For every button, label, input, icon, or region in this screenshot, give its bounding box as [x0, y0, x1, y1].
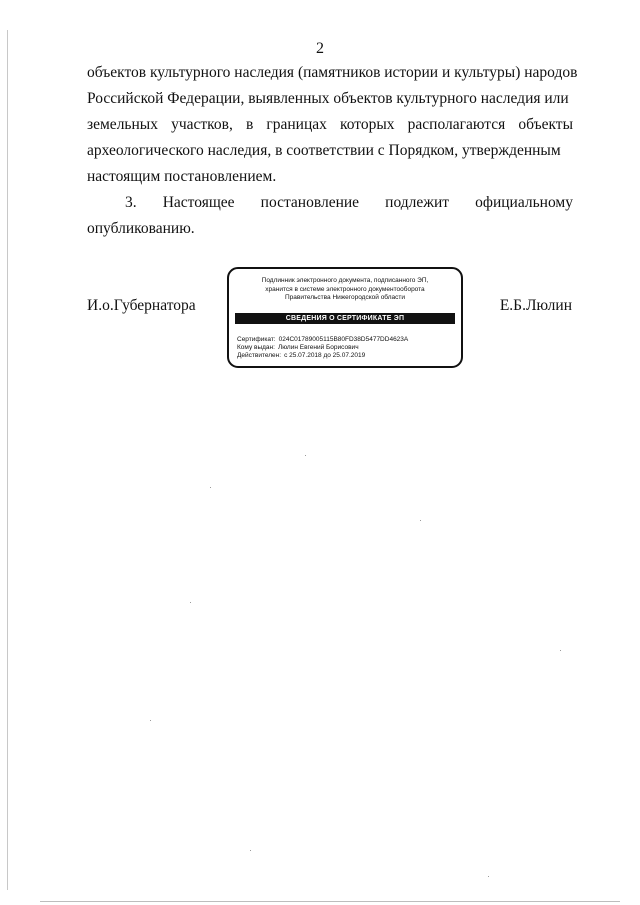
paragraph-continuation	[87, 60, 578, 190]
certificate-label: Сертификат:	[237, 336, 276, 343]
word: подлежит	[385, 194, 450, 211]
certificate-value: 024C01789005115B80FD38D5477DD4623A	[278, 336, 409, 343]
scan-speck	[420, 520, 421, 521]
scan-speck	[150, 720, 151, 721]
scan-speck	[305, 455, 306, 456]
paragraph-line: Российской Федерации, выявленных объектов культурного наследия или	[87, 90, 569, 107]
issued-to-label: Кому выдан:	[237, 344, 275, 351]
scan-speck	[190, 602, 191, 603]
issued-to-value: Люлин Евгений Борисович	[277, 344, 359, 351]
word: постановление	[260, 194, 360, 211]
issued-to-row	[237, 344, 455, 352]
stamp-header-line: хранится в системе электронного документооборота	[265, 285, 425, 293]
paragraph-line: объектов культурного наследия (памятников истории и культуры) народов	[87, 64, 578, 81]
paragraph-line-justified	[87, 190, 573, 216]
word: в	[245, 116, 254, 133]
bottom-edge-scan-line	[40, 901, 620, 902]
scan-speck	[560, 650, 561, 651]
clause-number: 3.	[125, 194, 137, 211]
paragraph-clause-3	[87, 190, 573, 242]
scan-speck	[488, 876, 489, 877]
electronic-signature-stamp	[227, 267, 463, 368]
stamp-banner: СВЕДЕНИЯ О СЕРТИФИКАТЕ ЭП	[235, 313, 455, 324]
paragraph-line-justified	[87, 112, 573, 138]
word: которых	[340, 116, 395, 133]
word: границах	[266, 116, 327, 133]
scan-speck	[250, 850, 251, 851]
certificate-row	[237, 336, 455, 344]
left-edge-scan-line	[7, 30, 8, 890]
word: располагаются	[407, 116, 506, 133]
word: Настоящее	[162, 194, 235, 211]
scan-speck	[210, 487, 211, 488]
signer-title: И.о.Губернатора	[87, 297, 196, 314]
signer-name: Е.Б.Люлин	[499, 297, 572, 314]
word: земельных	[87, 116, 158, 133]
word: официальному	[475, 194, 573, 211]
validity-row	[237, 352, 455, 360]
validity-value: с 25.07.2018 до 25.07.2019	[284, 352, 366, 359]
stamp-details	[237, 336, 455, 360]
validity-label: Действителен:	[237, 352, 282, 359]
word: объекты	[518, 116, 573, 133]
stamp-header	[235, 277, 455, 303]
paragraph-line: археологического наследия, в соответствии с Порядком, утвержденным	[87, 142, 561, 159]
stamp-header-line: Подлинник электронного документа, подписанного ЭП,	[261, 277, 429, 284]
stamp-header-line: Правительства Нижегородской области	[284, 294, 406, 301]
page-number: 2	[316, 40, 324, 57]
word: участков,	[171, 116, 233, 133]
paragraph-line: настоящим постановлением.	[87, 168, 277, 185]
paragraph-line: опубликованию.	[87, 220, 195, 237]
